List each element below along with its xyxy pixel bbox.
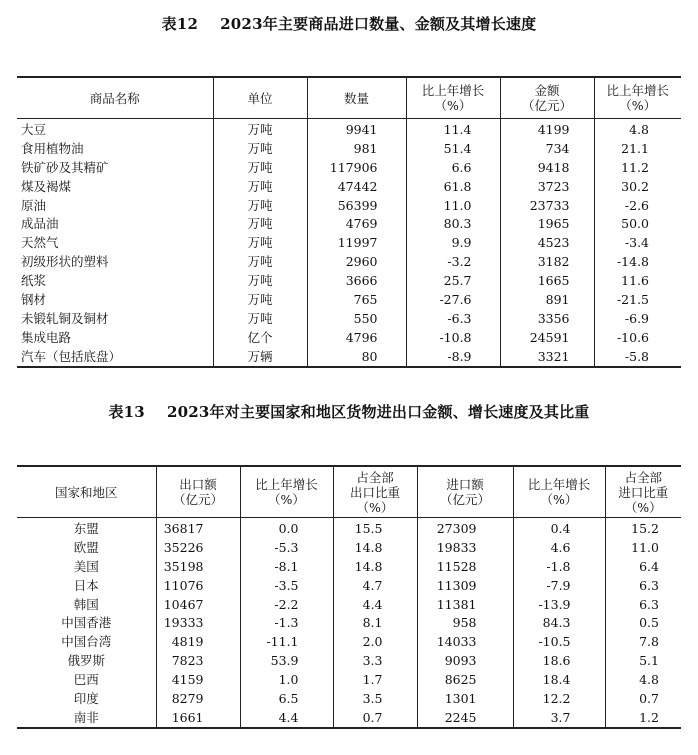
amount-cell: 24591: [500, 328, 594, 347]
export-share-cell: 14.8: [333, 557, 417, 576]
export-growth-cell: -8.1: [240, 557, 333, 576]
region-name-cell: 美国: [17, 557, 156, 576]
table13-header-cell: 占全部 进口比重 （%）: [605, 466, 681, 518]
table12-header-cell: 单位: [213, 77, 307, 119]
import-growth-cell: 12.2: [513, 689, 605, 708]
import-share-cell: 11.0: [631, 539, 659, 555]
table13-header: [17, 466, 681, 518]
unit-cell: 万吨: [213, 309, 307, 328]
export-amount-cell: 7823: [156, 651, 240, 670]
table13-title-text: 2023年对主要国家和地区货物进出口金额、增长速度及其比重: [166, 403, 590, 421]
quantity-cell: 4769: [307, 214, 406, 233]
import-amount-cell: 1301: [417, 689, 513, 708]
table12-body: [17, 119, 681, 367]
amount-growth-cell: 4.8: [629, 121, 649, 137]
quantity-cell: 80: [307, 347, 406, 367]
unit-cell: 亿个: [213, 328, 307, 347]
import-amount-cell: 11309: [417, 576, 513, 595]
table13-header-cell: 进口额 （亿元）: [417, 466, 513, 518]
import-growth-cell: -7.9: [513, 576, 605, 595]
quantity-growth-cell: 51.4: [406, 139, 500, 158]
export-share-cell: 4.4: [333, 595, 417, 614]
unit-cell: 万吨: [213, 119, 307, 139]
quantity-cell: 765: [307, 290, 406, 309]
import-share-cell: 1.2: [639, 709, 659, 725]
import-share-cell: 0.7: [639, 690, 659, 706]
quantity-cell: 117906: [307, 158, 406, 177]
import-amount-cell: 958: [417, 613, 513, 632]
unit-cell: 万吨: [213, 252, 307, 271]
table-row: [17, 290, 681, 309]
region-name-cell: 韩国: [17, 595, 156, 614]
table12-header-cell: 商品名称: [17, 77, 213, 119]
quantity-growth-cell: -6.3: [406, 309, 500, 328]
region-name-cell: 俄罗斯: [17, 651, 156, 670]
table13-header-cell: 比上年增长 （%）: [513, 466, 605, 518]
quantity-cell: 9941: [307, 119, 406, 139]
region-name-cell: 巴西: [17, 670, 156, 689]
table12-number: 表12: [161, 15, 199, 33]
export-growth-cell: 1.0: [240, 670, 333, 689]
amount-growth-cell: -3.4: [624, 235, 649, 251]
table-row: [17, 177, 681, 196]
quantity-cell: 3666: [307, 271, 406, 290]
import-growth-cell: 84.3: [513, 613, 605, 632]
table-row: [17, 708, 681, 728]
commodity-name-cell: 初级形状的塑料: [17, 252, 213, 271]
export-share-cell: 4.7: [333, 576, 417, 595]
export-amount-cell: 35198: [156, 557, 240, 576]
import-share-cell: 4.8: [639, 672, 659, 688]
commodity-name-cell: 汽车（包括底盘）: [17, 347, 213, 367]
commodity-name-cell: 天然气: [17, 233, 213, 252]
amount-growth-cell: 21.1: [621, 140, 649, 156]
table13-header-cell: 比上年增长 （%）: [240, 466, 333, 518]
amount-growth-cell: -14.8: [616, 254, 649, 270]
import-amount-cell: 9093: [417, 651, 513, 670]
quantity-growth-cell: -3.2: [406, 252, 500, 271]
import-share-cell: 7.8: [639, 634, 659, 650]
export-amount-cell: 1661: [156, 708, 240, 728]
region-name-cell: 东盟: [17, 518, 156, 538]
commodity-name-cell: 成品油: [17, 214, 213, 233]
import-growth-cell: -1.8: [513, 557, 605, 576]
export-amount-cell: 19333: [156, 613, 240, 632]
table12: [17, 76, 681, 368]
export-share-cell: 0.7: [333, 708, 417, 728]
table-row: [17, 670, 681, 689]
table-row: [17, 689, 681, 708]
import-growth-cell: -13.9: [513, 595, 605, 614]
table-row: [17, 233, 681, 252]
export-amount-cell: 11076: [156, 576, 240, 595]
table12-header: [17, 77, 681, 119]
unit-cell: 万辆: [213, 347, 307, 367]
quantity-cell: 4796: [307, 328, 406, 347]
table-row: [17, 651, 681, 670]
table-row: [17, 252, 681, 271]
quantity-growth-cell: 25.7: [406, 271, 500, 290]
quantity-growth-cell: 9.9: [406, 233, 500, 252]
commodity-name-cell: 未锻轧铜及铜材: [17, 309, 213, 328]
quantity-growth-cell: 11.4: [406, 119, 500, 139]
import-share-cell: 0.5: [639, 615, 659, 631]
table-row: [17, 613, 681, 632]
import-growth-cell: -10.5: [513, 632, 605, 651]
unit-cell: 万吨: [213, 271, 307, 290]
quantity-growth-cell: 80.3: [406, 214, 500, 233]
export-amount-cell: 8279: [156, 689, 240, 708]
quantity-growth-cell: 61.8: [406, 177, 500, 196]
amount-cell: 1965: [500, 214, 594, 233]
table13-number: 表13: [108, 403, 145, 421]
commodity-name-cell: 铁矿砂及其精矿: [17, 158, 213, 177]
import-amount-cell: 27309: [417, 518, 513, 538]
amount-cell: 4523: [500, 233, 594, 252]
export-growth-cell: -5.3: [240, 538, 333, 557]
table-row: [17, 119, 681, 139]
amount-cell: 3321: [500, 347, 594, 367]
amount-cell: 9418: [500, 158, 594, 177]
amount-growth-cell: 50.0: [621, 216, 649, 232]
export-growth-cell: 6.5: [240, 689, 333, 708]
amount-growth-cell: 11.2: [621, 159, 649, 175]
quantity-growth-cell: 6.6: [406, 158, 500, 177]
table-row: [17, 518, 681, 538]
amount-cell: 23733: [500, 196, 594, 215]
unit-cell: 万吨: [213, 177, 307, 196]
table-row: [17, 576, 681, 595]
table-row: [17, 557, 681, 576]
quantity-cell: 56399: [307, 196, 406, 215]
commodity-name-cell: 钢材: [17, 290, 213, 309]
commodity-name-cell: 大豆: [17, 119, 213, 139]
table-row: [17, 214, 681, 233]
table-row: [17, 347, 681, 367]
region-name-cell: 日本: [17, 576, 156, 595]
unit-cell: 万吨: [213, 139, 307, 158]
unit-cell: 万吨: [213, 196, 307, 215]
import-growth-cell: 18.6: [513, 651, 605, 670]
table-row: [17, 158, 681, 177]
table-row: [17, 328, 681, 347]
export-share-cell: 3.3: [333, 651, 417, 670]
quantity-growth-cell: -27.6: [406, 290, 500, 309]
export-amount-cell: 10467: [156, 595, 240, 614]
export-share-cell: 15.5: [333, 518, 417, 538]
table13-body: [17, 518, 681, 728]
amount-cell: 3723: [500, 177, 594, 196]
export-growth-cell: -1.3: [240, 613, 333, 632]
quantity-cell: 47442: [307, 177, 406, 196]
amount-growth-cell: 11.6: [621, 273, 649, 289]
export-growth-cell: -3.5: [240, 576, 333, 595]
quantity-cell: 981: [307, 139, 406, 158]
amount-cell: 734: [500, 139, 594, 158]
region-name-cell: 中国台湾: [17, 632, 156, 651]
table12-header-cell: 数量: [307, 77, 406, 119]
import-share-cell: 6.3: [639, 596, 659, 612]
amount-growth-cell: -5.8: [624, 348, 649, 364]
export-growth-cell: -2.2: [240, 595, 333, 614]
region-name-cell: 南非: [17, 708, 156, 728]
export-share-cell: 8.1: [333, 613, 417, 632]
table-row: [17, 139, 681, 158]
import-amount-cell: 19833: [417, 538, 513, 557]
quantity-cell: 11997: [307, 233, 406, 252]
commodity-name-cell: 原油: [17, 196, 213, 215]
table13-title: [0, 401, 698, 422]
amount-cell: 3356: [500, 309, 594, 328]
table13-header-cell: 国家和地区: [17, 466, 156, 518]
region-name-cell: 印度: [17, 689, 156, 708]
import-share-cell: 6.4: [639, 558, 659, 574]
export-amount-cell: 4819: [156, 632, 240, 651]
table-row: [17, 309, 681, 328]
amount-growth-cell: -21.5: [616, 291, 649, 307]
export-amount-cell: 4159: [156, 670, 240, 689]
export-share-cell: 14.8: [333, 538, 417, 557]
quantity-growth-cell: -10.8: [406, 328, 500, 347]
commodity-name-cell: 纸浆: [17, 271, 213, 290]
table13-header-cell: 占全部 出口比重 （%）: [333, 466, 417, 518]
unit-cell: 万吨: [213, 214, 307, 233]
import-growth-cell: 3.7: [513, 708, 605, 728]
unit-cell: 万吨: [213, 290, 307, 309]
amount-cell: 4199: [500, 119, 594, 139]
export-share-cell: 2.0: [333, 632, 417, 651]
quantity-cell: 550: [307, 309, 406, 328]
export-amount-cell: 35226: [156, 538, 240, 557]
unit-cell: 万吨: [213, 233, 307, 252]
import-growth-cell: 18.4: [513, 670, 605, 689]
export-growth-cell: 0.0: [240, 518, 333, 538]
table-row: [17, 632, 681, 651]
import-amount-cell: 2245: [417, 708, 513, 728]
import-share-cell: 15.2: [631, 520, 659, 536]
amount-growth-cell: -10.6: [616, 329, 649, 345]
import-amount-cell: 14033: [417, 632, 513, 651]
commodity-name-cell: 煤及褐煤: [17, 177, 213, 196]
commodity-name-cell: 食用植物油: [17, 139, 213, 158]
import-growth-cell: 0.4: [513, 518, 605, 538]
region-name-cell: 欧盟: [17, 538, 156, 557]
import-growth-cell: 4.6: [513, 538, 605, 557]
table12-header-cell: 比上年增长 （%）: [594, 77, 681, 119]
table12-title: [0, 13, 698, 34]
table13-header-cell: 出口额 （亿元）: [156, 466, 240, 518]
amount-growth-cell: -2.6: [624, 197, 649, 213]
export-share-cell: 3.5: [333, 689, 417, 708]
amount-cell: 3182: [500, 252, 594, 271]
import-share-cell: 6.3: [639, 577, 659, 593]
export-share-cell: 1.7: [333, 670, 417, 689]
table-row: [17, 595, 681, 614]
export-growth-cell: 53.9: [240, 651, 333, 670]
unit-cell: 万吨: [213, 158, 307, 177]
table12-title-text: 2023年主要商品进口数量、金额及其增长速度: [220, 15, 537, 33]
table12-header-cell: 金额 （亿元）: [500, 77, 594, 119]
amount-cell: 891: [500, 290, 594, 309]
amount-growth-cell: -6.9: [624, 310, 649, 326]
table-row: [17, 538, 681, 557]
export-growth-cell: -11.1: [240, 632, 333, 651]
commodity-name-cell: 集成电路: [17, 328, 213, 347]
quantity-growth-cell: -8.9: [406, 347, 500, 367]
quantity-growth-cell: 11.0: [406, 196, 500, 215]
import-amount-cell: 11381: [417, 595, 513, 614]
table-row: [17, 271, 681, 290]
region-name-cell: 中国香港: [17, 613, 156, 632]
table13: [17, 465, 681, 729]
table-row: [17, 196, 681, 215]
import-amount-cell: 8625: [417, 670, 513, 689]
export-amount-cell: 36817: [156, 518, 240, 538]
import-amount-cell: 11528: [417, 557, 513, 576]
export-growth-cell: 4.4: [240, 708, 333, 728]
quantity-cell: 2960: [307, 252, 406, 271]
table12-header-cell: 比上年增长 （%）: [406, 77, 500, 119]
amount-cell: 1665: [500, 271, 594, 290]
amount-growth-cell: 30.2: [621, 178, 649, 194]
import-share-cell: 5.1: [639, 653, 659, 669]
